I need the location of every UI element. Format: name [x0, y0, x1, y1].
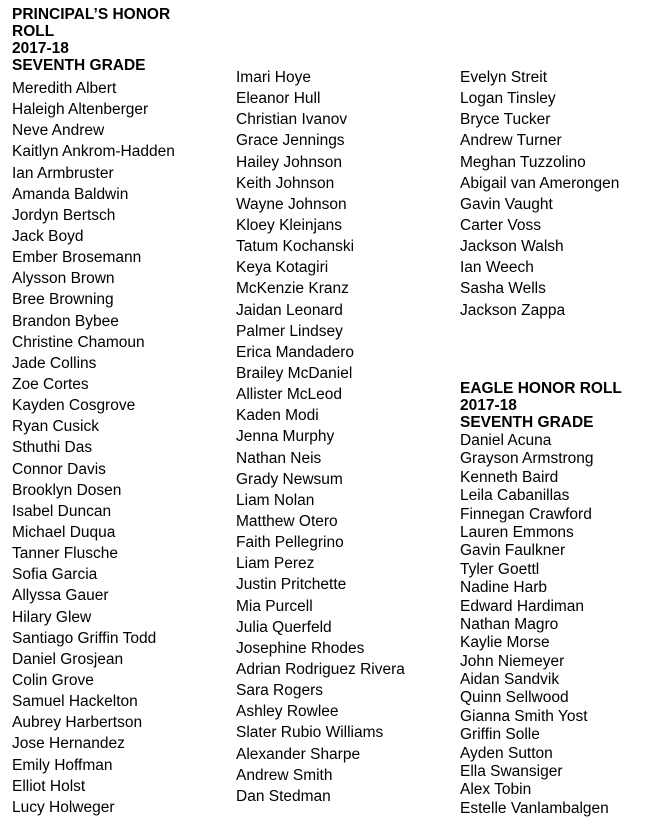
student-name: Alysson Brown: [12, 270, 115, 288]
student-name: Imari Hoye: [236, 69, 311, 86]
student-name: Daniel Grosjean: [12, 650, 124, 668]
student-name: Amanda Baldwin: [12, 185, 129, 203]
eagle-year: 2017-18: [460, 397, 517, 414]
student-name: Sara Rogers: [236, 682, 324, 700]
student-name: Ember Brosemann: [12, 249, 142, 267]
student-name: Brandon Bybee: [12, 312, 119, 330]
principal-title-line2: ROLL: [12, 23, 55, 40]
eagle-honor-roll-heading: [460, 380, 622, 431]
student-name: Isabel Duncan: [12, 502, 112, 520]
student-name: Daniel Acuna: [460, 432, 552, 449]
student-name: Christine Chamoun: [12, 333, 145, 351]
student-name: Abigail van Amerongen: [460, 174, 620, 192]
eagle-grade: SEVENTH GRADE: [460, 414, 594, 431]
student-name: Grace Jennings: [236, 132, 345, 150]
student-name: Colin Grove: [12, 671, 94, 689]
student-name: Logan Tinsley: [460, 90, 556, 108]
student-name: Finnegan Crawford: [460, 505, 592, 523]
student-name: Jaidan Leonard: [236, 301, 343, 319]
student-name: Elliot Holst: [12, 777, 86, 795]
student-name: Meghan Tuzzolino: [460, 153, 586, 171]
student-name: Hailey Johnson: [236, 153, 342, 171]
student-name: Grayson Armstrong: [460, 450, 594, 468]
student-name: Kloey Kleinjans: [236, 216, 342, 234]
student-name: Gavin Faulkner: [460, 542, 566, 560]
student-name: Jade Collins: [12, 354, 97, 372]
principal-names-column-3: [460, 67, 619, 321]
student-name: Nathan Neis: [236, 449, 322, 467]
student-name: Alexander Sharpe: [236, 745, 361, 763]
student-name: Sthuthi Das: [12, 439, 93, 457]
student-name: Zoe Cortes: [12, 375, 89, 393]
student-name: Leila Cabanillas: [460, 487, 570, 505]
student-name: Brailey McDaniel: [236, 364, 353, 382]
student-name: Kaden Modi: [236, 407, 319, 425]
student-name: Ian Armbruster: [12, 164, 114, 182]
student-name: Nathan Magro: [460, 615, 559, 633]
student-name: Bryce Tucker: [460, 111, 551, 129]
principal-honor-roll-heading: [12, 6, 170, 74]
student-name: Evelyn Streit: [460, 69, 548, 86]
eagle-names-column: [460, 432, 609, 818]
student-name: Ella Swansiger: [460, 763, 563, 781]
principal-title-line1: PRINCIPAL’S HONOR: [12, 6, 171, 23]
student-name: Justin Pritchette: [236, 576, 347, 594]
student-name: Ian Weech: [460, 259, 534, 277]
student-name: Dan Stedman: [236, 787, 331, 805]
student-name: Samuel Hackelton: [12, 693, 138, 711]
student-name: Josephine Rhodes: [236, 639, 365, 657]
student-name: Jackson Zappa: [460, 301, 566, 319]
student-name: Matthew Otero: [236, 512, 338, 530]
student-name: Jenna Murphy: [236, 428, 335, 446]
student-name: Andrew Turner: [460, 132, 562, 150]
student-name: Meredith Albert: [12, 80, 117, 97]
student-name: Quinn Sellwood: [460, 689, 569, 707]
student-name: Gavin Vaught: [460, 195, 553, 213]
student-name: Tyler Goettl: [460, 560, 540, 578]
student-name: Lauren Emmons: [460, 523, 574, 541]
student-name: Wayne Johnson: [236, 195, 347, 213]
student-name: Bree Browning: [12, 291, 114, 309]
student-name: Ashley Rowlee: [236, 703, 339, 721]
student-name: Jose Hernandez: [12, 735, 125, 753]
student-name: Kenneth Baird: [460, 468, 559, 486]
student-name: Jackson Walsh: [460, 238, 564, 256]
student-name: Kayden Cosgrove: [12, 397, 136, 415]
student-name: Jordyn Bertsch: [12, 206, 116, 224]
student-name: Liam Perez: [236, 555, 315, 573]
student-name: Jack Boyd: [12, 227, 84, 245]
student-name: Faith Pellegrino: [236, 534, 344, 552]
student-name: Palmer Lindsey: [236, 322, 343, 340]
student-name: Michael Duqua: [12, 523, 116, 541]
student-name: Emily Hoffman: [12, 756, 113, 774]
student-name: Allyssa Gauer: [12, 587, 109, 605]
principal-year: 2017-18: [12, 40, 69, 57]
student-name: Nadine Harb: [460, 579, 548, 597]
student-name: Sasha Wells: [460, 280, 546, 298]
student-name: Erica Mandadero: [236, 343, 355, 361]
student-name: Connor Davis: [12, 460, 106, 478]
student-name: McKenzie Kranz: [236, 280, 349, 298]
student-name: Keith Johnson: [236, 174, 335, 192]
student-name: John Niemeyer: [460, 652, 565, 670]
student-name: Estelle Vanlambalgen: [460, 799, 609, 817]
student-name: Brooklyn Dosen: [12, 481, 122, 499]
student-name: Alex Tobin: [460, 781, 532, 799]
student-name: Julia Querfeld: [236, 618, 332, 636]
student-name: Eleanor Hull: [236, 90, 321, 108]
student-name: Gianna Smith Yost: [460, 707, 588, 725]
student-name: Kaitlyn Ankrom-Hadden: [12, 143, 175, 161]
student-name: Ayden Sutton: [460, 744, 553, 762]
student-name: Haleigh Altenberger: [12, 101, 149, 119]
student-name: Ryan Cusick: [12, 418, 99, 436]
student-name: Tatum Kochanski: [236, 238, 355, 256]
principal-names-column-1: [12, 78, 175, 818]
student-name: Tanner Flusche: [12, 545, 118, 563]
student-name: Adrian Rodriguez Rivera: [236, 660, 405, 678]
student-name: Liam Nolan: [236, 491, 315, 509]
student-name: Aubrey Harbertson: [12, 714, 143, 732]
student-name: Lucy Holweger: [12, 798, 115, 816]
student-name: Carter Voss: [460, 216, 541, 234]
principal-names-column-2: [236, 67, 405, 807]
student-name: Slater Rubio Williams: [236, 724, 384, 742]
student-name: Aidan Sandvik: [460, 671, 560, 689]
student-name: Andrew Smith: [236, 766, 333, 784]
student-name: Keya Kotagiri: [236, 259, 329, 277]
student-name: Kaylie Morse: [460, 634, 550, 652]
principal-grade: SEVENTH GRADE: [12, 57, 146, 74]
student-name: Allister McLeod: [236, 386, 342, 404]
student-name: Hilary Glew: [12, 608, 92, 626]
student-name: Sofia Garcia: [12, 566, 98, 584]
student-name: Mia Purcell: [236, 597, 313, 615]
student-name: Neve Andrew: [12, 122, 105, 140]
student-name: Santiago Griffin Todd: [12, 629, 157, 647]
student-name: Grady Newsum: [236, 470, 343, 488]
student-name: Edward Hardiman: [460, 597, 585, 615]
eagle-title: EAGLE HONOR ROLL: [460, 380, 622, 397]
student-name: Griffin Solle: [460, 726, 540, 744]
student-name: Christian Ivanov: [236, 111, 348, 129]
